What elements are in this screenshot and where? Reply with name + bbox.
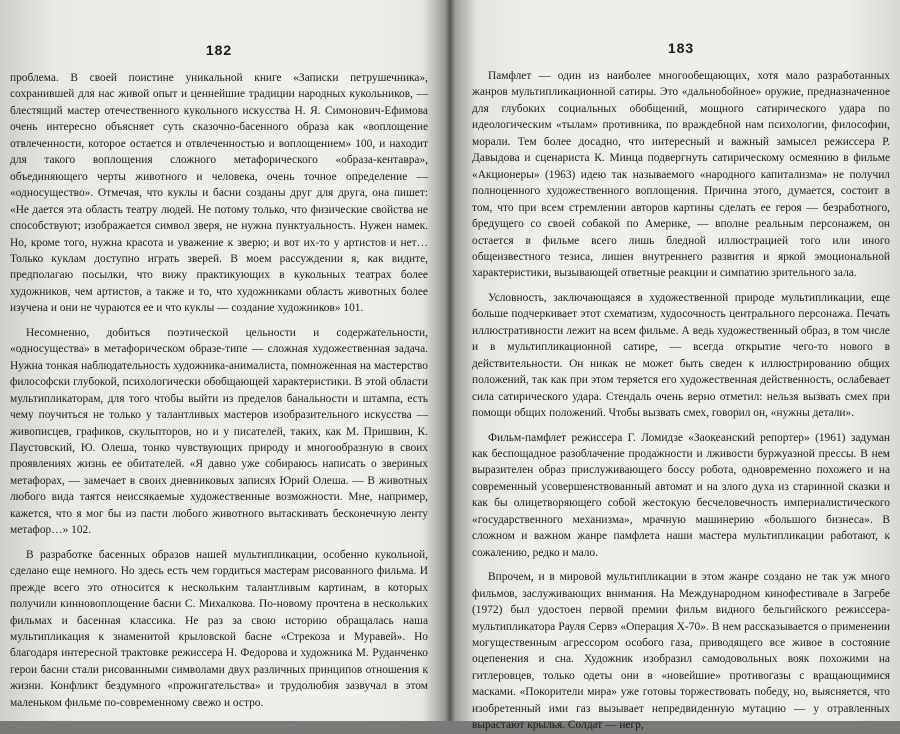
page-number: 182 bbox=[205, 42, 233, 58]
paragraph: Памфлет — один из наиболее многообещающих, хотя мало разработанных жанров мультипликационной сатиры. Это «дальнобойное» оружие, предназначенное для глубоких социальных обобщений, мощного сатирического удара по идеологическим «тылам» противника, по враждебной нам психологии, философии, морали. Тем более досадно, что интересный и важный замысел режиссера Р. Давыдова и сценариста К. Минца подвергнуть сатирическому осмеянию в фильме «Акционеры» (1963) идею так называемого «народного капитализма» не получил полноценного художественного воплощения. Причина этого, думается, состоит в том, что при всем стремлении авторов картины сделать ее героя — безработного, бредущего со своей собакой по Америке, — вполне реальным персонажем, он остается в фильме всего лишь бледной иллюстрацией того или иного общеизвестного тезиса, лишен внутреннего развития и яркой эмоциональной характеристики, вызывающей ответные реакции и симпатию зрительного зала. bbox=[472, 70, 890, 280]
left-page bbox=[0, 0, 440, 721]
paragraph: проблема. В своей поистине уникальной книге «Записки петрушечника», сохранившей для нас живой опыт и ценнейшие традиции народных кукольников, — блестящий мастер отечественного кукольного искусства Н. Я. Симонович-Ефимова очень интересно объясняет суть сказочно-басенного образа как «воплощение отвлеченности, которое остается и отвлеченностью и воплощением» 100, и находит для такого воплощения сложного метафорического «образа-кентавра», объединяющего черты животного и человека, очень точное определение — «односущество». Отмечая, что куклы и басни созданы друг для друга, она пишет: «Не дается эта область театру людей. Не потому только, что физические свойства не способствуют; изображается символ зверя, не нужна пунктуальность. Нужен намек. Но, кроме того, нужна красота и уважение к зверю; и вот их-то у артистов и нет… Только куклам доступно играть зверей. В моем рассуждении я, как видите, предполагаю посылки, что вижу практикующих в кукольных театрах более художников, чем артистов, а также и то, что художниками область животных более изучена и они не чураются ее и что куклы — создание художников» 101. bbox=[10, 72, 428, 315]
right-page bbox=[452, 0, 900, 732]
paragraph: Несомненно, добиться поэтической цельности и содержательности, «односущества» в метафорическом образе-типе — сложная художественная задача. Нужна тонкая наблюдательность художника-анималиста, помноженная на мастерство философски глубокой, психологически обобщающей характеристики. В этой области мультипликаторам, для того чтобы выйти из пределов банальности и штампа, есть чему поучиться не только у талантливых мастеров изобразительного искусства — живописцев, графиков, скульпторов, но и у писателей, таких, как М. Пришвин, К. Паустовский, Ю. Олеша, тонко чувствующих природу и многообразную в своих проявлениях жизнь ее обитателей. «Я давно уже собираюсь написать о звериных метафорах, — замечает в своих дневниковых записях Юрий Олеша. — В животных любого вида таятся неиссякаемые художественные возможности. Мне, например, кажется, что я мог бы из пасти любого животного вытаскивать бесконечную ленту метафор…» 102. bbox=[10, 326, 428, 537]
paragraph: Впрочем, и в мировой мультипликации в этом жанре создано не так уж много фильмов, заслуживающих внимания. На Международном кинофестивале в Загребе (1972) был удостоен первой премии фильм видного бельгийского режиссера-мультипликатора Рауля Сервэ «Операция X-70». В нем рассказывается о применении могущественным агрессором особого газа, приводящего все живое в состояние оцепенения и сна. Художник изобразил самодовольных вояк похожими на гитлеровцев, только одеты они в «новейшие» противогазы с вращающимися масками. «Покорители мира» уже готовы торжествовать победу, но, выясняется, что изобретенный ими газ вызывает непредвиденную мутацию — у отравленных вырастают крылья. Солдат — негр, bbox=[472, 571, 890, 732]
page-number: 183 bbox=[667, 40, 695, 56]
paragraph: Условность, заключающаяся в художественной природе мультипликации, еще больше подчеркивает этот схематизм, худосочность центрального персонажа. Печать иллюстративности лежит на всем фильме. А ведь художественный образ, в том числе и в мультипликационной сатире, — всегда открытие чего-то нового в действительности. Он никак не может быть сведен к иллюстрированию общих положений, так как при этом теряется его художественная действенность, ослабевает сила сатирического удара. Стендаль очень верно отметил: нельзя вызвать смех при помощи общих положений. Чтобы вызвать смех, говорил он, «нужны детали». bbox=[472, 291, 890, 420]
paragraph: В разработке басенных образов нашей мультипликации, особенно кукольной, сделано еще немного. Но здесь есть чем гордиться мастерам рисованного фильма. И прежде всего это относится к нескольким талантливым картинам, в которых получили кинновоплощение басни С. Михалкова. По-новому прочтена в нескольких фильмах и басенная классика. Не раз за свою историю обращалась наша мультипликация к знаменитой крыловской басне «Стрекоза и Муравей». Но благодаря интересной трактовке режиссера Н. Федорова и художника М. Руданченко герои басни стали рисованными символами двух различных принципов отношения к жизни. Конфликт бездумного «прожигательства» и трудолюбия зазвучал в этом маленьком фильме по-современному свежо и остро. bbox=[10, 548, 428, 709]
paragraph: Фильм-памфлет режиссера Г. Ломидзе «Заокеанский репортер» (1961) задуман как беспощадное разоблачение продажности и лживости буржуазной прессы. В нем выразителен образ прислуживающего боссу робота, одновременно похожего и на современный усовершенствованный автомат и на злого духа из старинной сказки и как бы олицетворяющего собой жестокую бесчеловечность империалистического «государственного механизма», мрачную машинерию «большого бизнеса». В сложном и важном жанре памфлета наши мастера мультипликации работают, к сожалению, редко и мало. bbox=[472, 431, 890, 559]
